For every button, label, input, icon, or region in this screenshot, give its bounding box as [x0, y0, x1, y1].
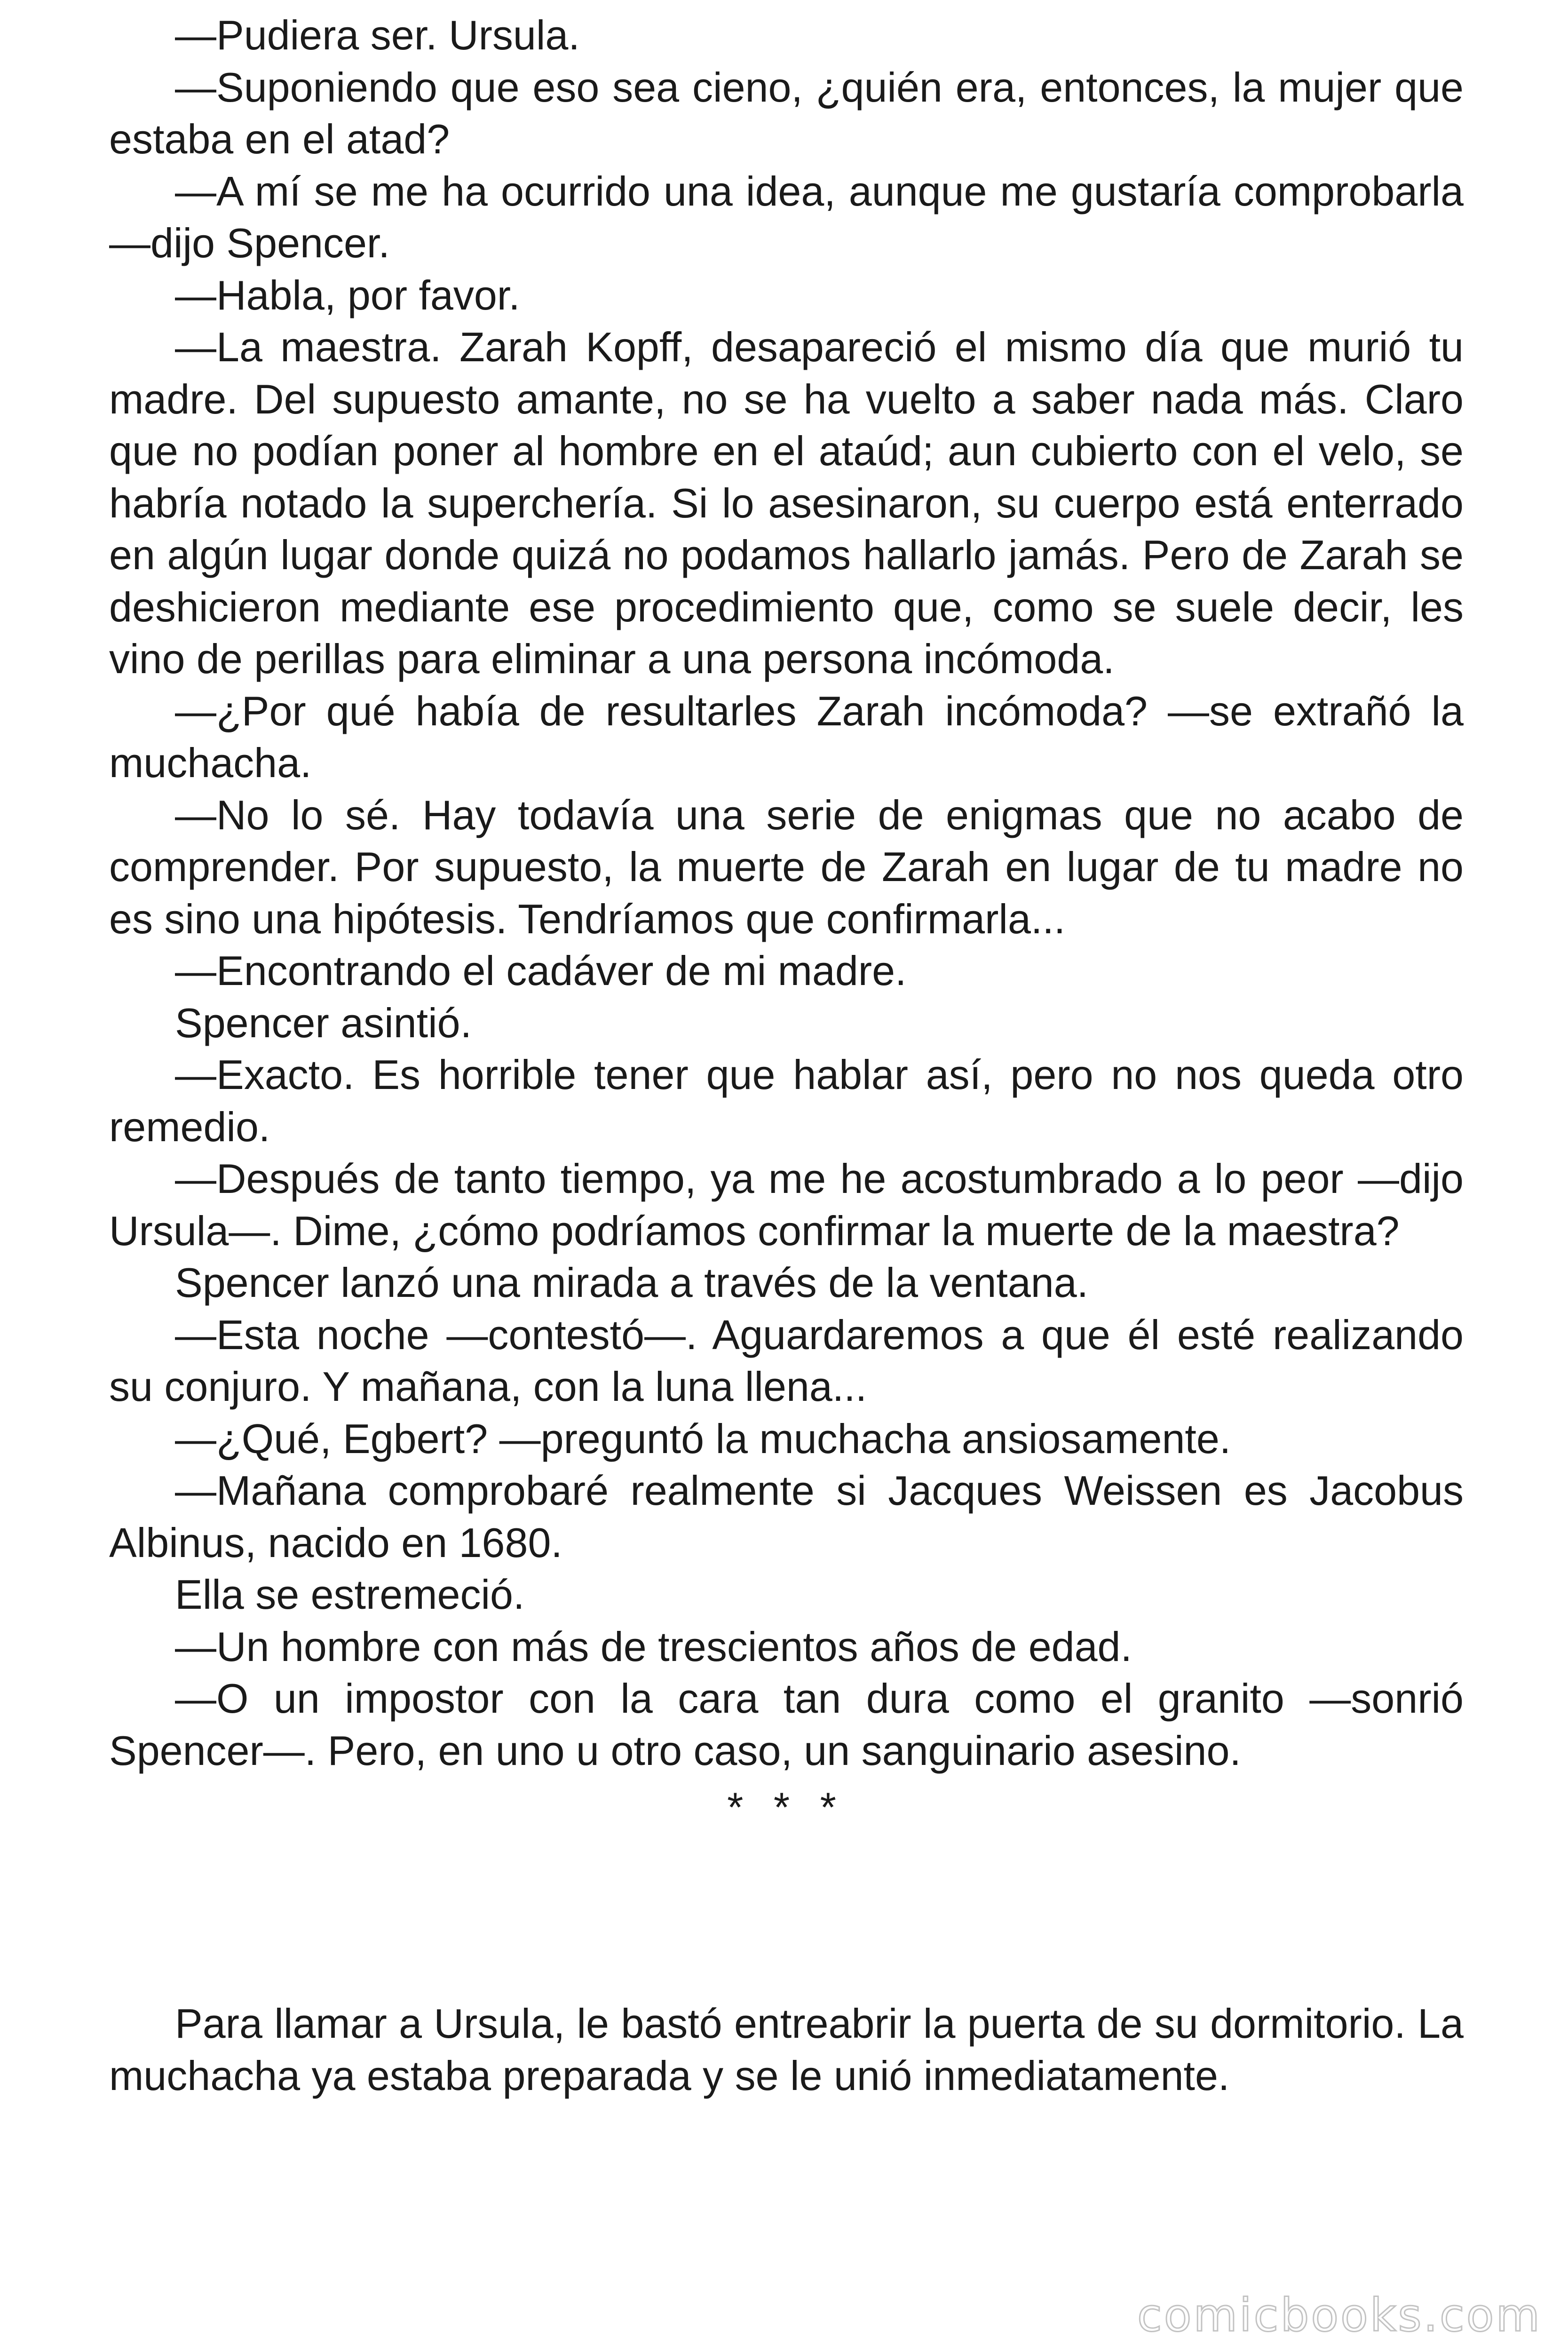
section-break: * * * [727, 1784, 846, 1830]
book-page [109, 9, 1464, 2102]
paragraph: Ella se estremeció. [175, 1571, 525, 1618]
paragraph: —Mañana comprobaré realmente si Jacques Weissen es Jacobus Albinus, nacido en 1680. [109, 1467, 1464, 1566]
paragraph: —Esta noche —contestó—. Aguardaremos a que él esté realizando su conjuro. Y mañana, con la luna llena... [109, 1311, 1464, 1410]
paragraph: —Encontrando el cadáver de mi madre. [175, 947, 907, 994]
paragraph: Spencer lanzó una mirada a través de la ventana. [175, 1259, 1089, 1306]
paragraph: —Suponiendo que eso sea cieno, ¿quién era, entonces, la mujer que estaba en el atad? [109, 64, 1464, 162]
paragraph: —Exacto. Es horrible tener que hablar así, pero no nos queda otro remedio. [109, 1051, 1464, 1150]
paragraph: —Después de tanto tiempo, ya me he acostumbrado a lo peor —dijo Ursula—. Dime, ¿cómo podríamos confirmar la muerte de la maestra? [109, 1155, 1464, 1254]
paragraph: Para llamar a Ursula, le bastó entreabrir la puerta de su dormitorio. La muchacha ya estaba preparada y se le unió inmediatamente. [109, 2000, 1464, 2099]
paragraph: —¿Por qué había de resultarles Zarah incómoda? —se extrañó la muchacha. [109, 687, 1464, 786]
paragraph: —¿Qué, Egbert? —preguntó la muchacha ansiosamente. [175, 1415, 1231, 1462]
paragraph: —La maestra. Zarah Kopff, desapareció el mismo día que murió tu madre. Del supuesto amante, no se ha vuelto a saber nada más. Claro que no podían poner al hombre en el ataúd; aun cubierto con el velo, se habría notado la superchería. Si lo asesinaron, su cuerpo está enterrado en algún lugar donde quizá no podamos hallarlo jamás. Pero de Zarah se deshicieron mediante ese procedimiento que, como se suele decir, les vino de perillas para eliminar a una persona incómoda. [109, 324, 1464, 682]
paragraph: —Habla, por favor. [175, 271, 520, 318]
paragraph: —No lo sé. Hay todavía una serie de enigmas que no acabo de comprender. Por supuesto, la muerte de Zarah en lugar de tu madre no es sino una hipótesis. Tendríamos que confirmarla... [109, 791, 1464, 942]
paragraph: —O un impostor con la cara tan dura como el granito —sonrió Spencer—. Pero, en uno u otro caso, un sanguinario asesino. [109, 1675, 1464, 1774]
paragraph: —Un hombre con más de trescientos años de edad. [175, 1623, 1132, 1670]
paragraph: —A mí se me ha ocurrido una idea, aunque me gustaría comprobarla —dijo Spencer. [109, 167, 1464, 266]
watermark-logo: comicbooks.com [1137, 2289, 1542, 2342]
paragraph: —Pudiera ser. Ursula. [175, 12, 580, 58]
paragraph: Spencer asintió. [175, 999, 472, 1046]
